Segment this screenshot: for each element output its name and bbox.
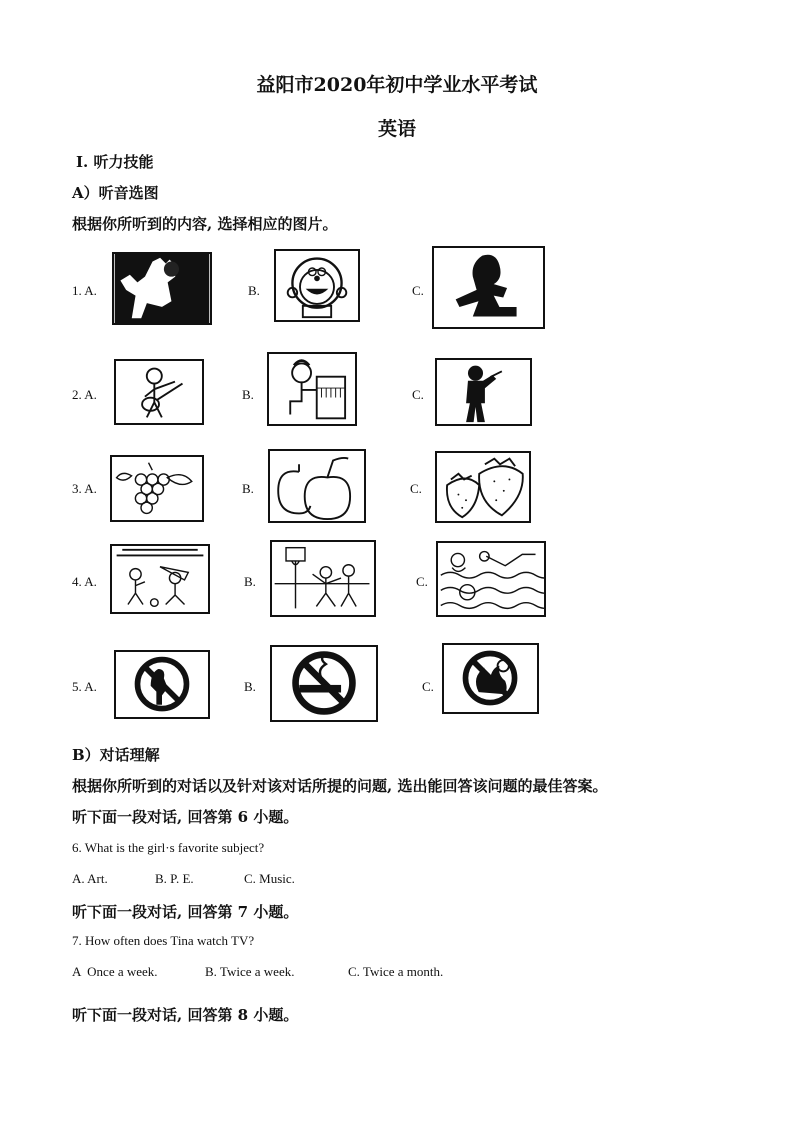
question-6: 6. What is the girl·s favorite subject? bbox=[72, 840, 265, 855]
part-a-heading: A）听音选图 bbox=[72, 184, 159, 202]
q4-b-label: B. bbox=[244, 574, 256, 589]
donald-duck-picture-icon[interactable] bbox=[432, 246, 545, 329]
part-b-instruction: 根据你所听到的对话以及针对该对话所提的问题, 选出能回答该问题的最佳答案。 bbox=[72, 777, 608, 795]
q3-c-label: C. bbox=[410, 481, 422, 496]
football-picture-icon[interactable] bbox=[110, 544, 210, 614]
subject-title: 英语 bbox=[377, 118, 416, 140]
no-smoking-sign-icon[interactable] bbox=[270, 645, 378, 722]
dialogue-prompt-8: 听下面一段对话, 回答第 8 小题。 bbox=[72, 1006, 299, 1024]
part-b-heading: B）对话理解 bbox=[72, 746, 160, 764]
q1-label: 1. A. bbox=[72, 283, 97, 298]
q5-b-label: B. bbox=[244, 679, 256, 694]
q2-label: 2. A. bbox=[72, 387, 97, 402]
question-7: 7. How often does Tina watch TV? bbox=[72, 933, 255, 948]
no-fire-sign-icon[interactable] bbox=[442, 643, 539, 714]
guitar-player-picture-icon[interactable] bbox=[114, 359, 204, 425]
dialogue-prompt-6: 听下面一段对话, 回答第 6 小题。 bbox=[72, 808, 299, 826]
q7-option-a[interactable]: A Once a week. bbox=[72, 964, 158, 979]
swimming-picture-icon[interactable] bbox=[436, 541, 546, 617]
q2-b-label: B. bbox=[242, 387, 254, 402]
exam-title: 益阳市2020年初中学业水平考试 bbox=[256, 74, 538, 96]
monkey-king-picture-icon[interactable] bbox=[112, 252, 212, 325]
grapes-picture-icon[interactable] bbox=[110, 455, 204, 522]
no-littering-sign-icon[interactable] bbox=[114, 650, 210, 719]
q3-label: 3. A. bbox=[72, 481, 97, 496]
doraemon-picture-icon[interactable] bbox=[274, 249, 360, 322]
q4-c-label: C. bbox=[416, 574, 428, 589]
q1-c-label: C. bbox=[412, 283, 424, 298]
section-heading: Ⅰ. 听力技能 bbox=[76, 153, 154, 171]
q2-c-label: C. bbox=[412, 387, 424, 402]
q7-option-b[interactable]: B. Twice a week. bbox=[205, 964, 295, 979]
basketball-picture-icon[interactable] bbox=[270, 540, 376, 617]
q4-label: 4. A. bbox=[72, 574, 97, 589]
q6-option-b[interactable]: B. P. E. bbox=[155, 871, 194, 886]
violin-player-picture-icon[interactable] bbox=[435, 358, 532, 426]
part-a-instruction: 根据你所听到的内容, 选择相应的图片。 bbox=[72, 215, 338, 233]
q7-option-c[interactable]: C. Twice a month. bbox=[348, 964, 444, 979]
apples-picture-icon[interactable] bbox=[268, 449, 366, 523]
q6-option-a[interactable]: A. Art. bbox=[72, 871, 108, 886]
q5-label: 5. A. bbox=[72, 679, 97, 694]
piano-player-picture-icon[interactable] bbox=[267, 352, 357, 426]
strawberries-picture-icon[interactable] bbox=[435, 451, 531, 523]
dialogue-prompt-7: 听下面一段对话, 回答第 7 小题。 bbox=[72, 903, 299, 921]
q1-b-label: B. bbox=[248, 283, 260, 298]
q6-option-c[interactable]: C. Music. bbox=[244, 871, 295, 886]
q5-c-label: C. bbox=[422, 679, 434, 694]
q3-b-label: B. bbox=[242, 481, 254, 496]
